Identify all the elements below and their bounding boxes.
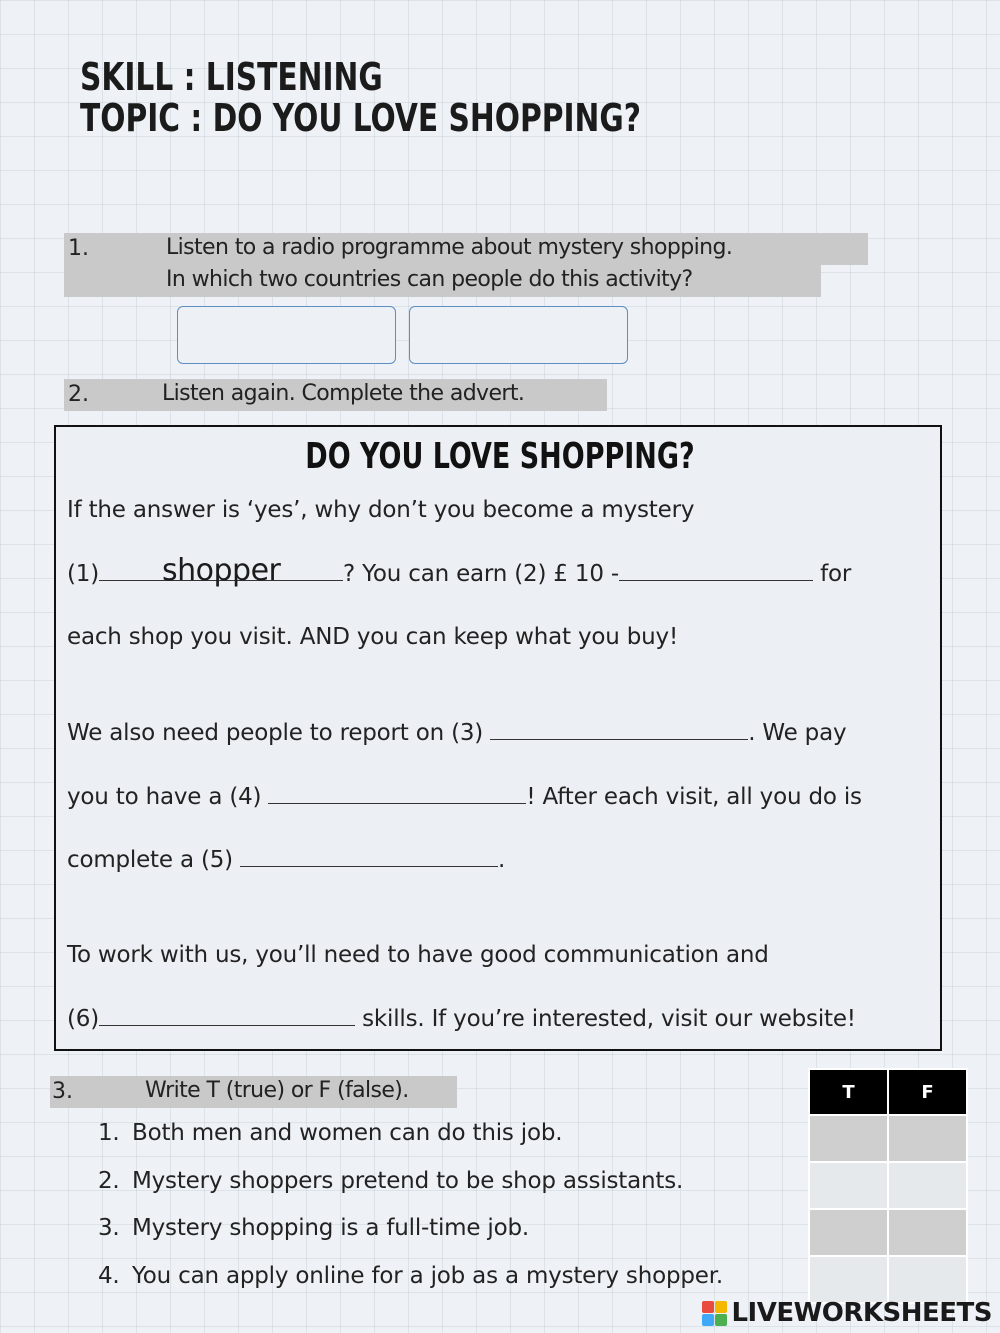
advert-line-1: If the answer is ‘yes’, why don’t you become a mystery xyxy=(67,497,695,523)
answer-1-text: shopper xyxy=(162,553,281,588)
blank-2-input[interactable] xyxy=(619,580,813,581)
advert-line-4: We also need people to report on (3) . We pay xyxy=(67,720,847,746)
country-answer-1-input[interactable] xyxy=(177,306,396,364)
q2-instruction: Listen again. Complete the advert. xyxy=(162,381,525,406)
answer-1-true-cell[interactable] xyxy=(809,1115,888,1162)
country-answer-2-input[interactable] xyxy=(409,306,628,364)
blank-4-input[interactable] xyxy=(268,803,526,804)
answer-2-true-cell[interactable] xyxy=(809,1162,888,1209)
liveworksheets-logo[interactable] xyxy=(702,1298,992,1328)
blank-6-input[interactable] xyxy=(99,1025,355,1026)
advert-line-7: To work with us, you’ll need to have good communication and xyxy=(67,942,769,968)
skill-title: SKILL : LISTENING xyxy=(80,54,383,100)
q1-line1: Listen to a radio programme about mystery shopping. xyxy=(166,235,733,260)
q3-instruction: Write T (true) or F (false). xyxy=(145,1078,409,1103)
advert-box xyxy=(54,425,942,1051)
liveworksheets-logo-text: LIVEWORKSHEETS xyxy=(731,1298,992,1328)
column-false-header: F xyxy=(888,1069,967,1115)
topic-title: TOPIC : DO YOU LOVE SHOPPING? xyxy=(80,95,641,141)
liveworksheets-logo-icon xyxy=(702,1301,727,1326)
blank-3-input[interactable] xyxy=(490,739,748,740)
advert-line-8: (6) skills. If you’re interested, visit our website! xyxy=(67,1006,856,1032)
advert-line-6: complete a (5) . xyxy=(67,847,506,873)
answer-2-false-cell[interactable] xyxy=(888,1162,967,1209)
statement-2: 2. Mystery shoppers pretend to be shop assistants. xyxy=(98,1168,684,1194)
statement-1: 1. Both men and women can do this job. xyxy=(98,1120,563,1146)
q3-number: 3. xyxy=(52,1079,73,1104)
q2-number: 2. xyxy=(68,382,89,407)
answer-1-false-cell[interactable] xyxy=(888,1115,967,1162)
q1-number: 1. xyxy=(68,236,89,261)
blank-5-input[interactable] xyxy=(240,866,498,867)
statement-3: 3. Mystery shopping is a full-time job. xyxy=(98,1215,529,1241)
column-true-header: T xyxy=(809,1069,888,1115)
statement-4: 4. You can apply online for a job as a mystery shopper. xyxy=(98,1263,723,1289)
answer-3-true-cell[interactable] xyxy=(809,1209,888,1256)
answer-4-false-cell[interactable] xyxy=(888,1256,967,1303)
advert-line-2: (1) ? You can earn (2) £ 10 - for xyxy=(67,561,852,587)
q1-line2: In which two countries can people do this activity? xyxy=(166,267,693,292)
advert-line-3: each shop you visit. AND you can keep what you buy! xyxy=(67,624,678,650)
answer-4-true-cell[interactable] xyxy=(809,1256,888,1303)
true-false-table xyxy=(808,1068,968,1304)
advert-line-5: you to have a (4) ! After each visit, all you do is xyxy=(67,784,862,810)
advert-title: DO YOU LOVE SHOPPING? xyxy=(305,435,695,478)
answer-3-false-cell[interactable] xyxy=(888,1209,967,1256)
